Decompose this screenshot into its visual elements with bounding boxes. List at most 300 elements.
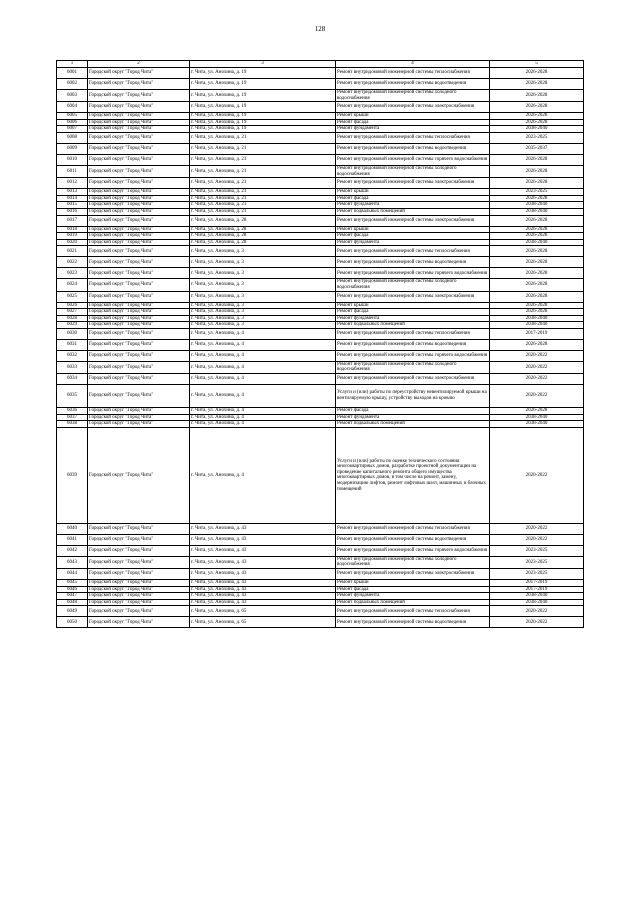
column-header: 1	[57, 61, 88, 68]
table-row	[57, 113, 584, 120]
work-type-cell: Ремонт фасада	[336, 408, 490, 415]
row-number: 6050	[57, 617, 88, 628]
municipality-cell: Городской округ "Город Чита"	[88, 226, 190, 233]
period-cell: 2020-2022	[490, 427, 584, 523]
address-cell: г. Чита, ул. Анохина, д. 43	[190, 545, 336, 556]
address-cell: г. Чита, ул. Анохина, д. 3	[190, 302, 336, 309]
row-number: 6041	[57, 534, 88, 545]
period-cell: 2038-2040	[490, 599, 584, 606]
municipality-cell: Городской округ "Город Чита"	[88, 239, 190, 246]
municipality-cell: Городской округ "Город Чита"	[88, 569, 190, 580]
period-cell: 2026-2028	[490, 279, 584, 291]
row-number: 6020	[57, 239, 88, 246]
municipality-cell: Городской округ "Город Чита"	[88, 315, 190, 322]
municipality-cell: Городской округ "Город Чита"	[88, 202, 190, 209]
table-row	[57, 385, 584, 408]
period-cell: 2026-2028	[490, 233, 584, 240]
period-cell: 2020-2022	[490, 361, 584, 373]
municipality-cell: Городской округ "Город Чита"	[88, 102, 190, 113]
work-type-cell: Услуги и (или) работы по переустройству невентилируемой крыши на вентилируемую крышу, устройству выходов на кровлю	[336, 385, 490, 408]
work-type-cell: Ремонт крыши	[336, 580, 490, 587]
work-type-cell: Ремонт внутридомовой инженерной системы электроснабжения	[336, 569, 490, 580]
municipality-cell: Городской округ "Город Чита"	[88, 132, 190, 143]
municipality-cell: Городской округ "Город Чита"	[88, 154, 190, 165]
address-cell: г. Чита, ул. Анохина, д. 43	[190, 556, 336, 568]
address-cell: г. Чита, ул. Анохина, д. 19	[190, 79, 336, 90]
municipality-cell: Городской округ "Город Чита"	[88, 268, 190, 279]
municipality-cell: Городской округ "Город Чита"	[88, 385, 190, 408]
table-row	[57, 322, 584, 329]
table-row	[57, 68, 584, 79]
table-row	[57, 90, 584, 102]
work-type-cell: Ремонт фундамента	[336, 414, 490, 421]
row-number: 6019	[57, 233, 88, 240]
work-type-cell: Ремонт крыши	[336, 189, 490, 196]
work-type-cell: Ремонт подвальных помещений	[336, 421, 490, 428]
table-row	[57, 132, 584, 143]
period-cell: 2038-2040	[490, 126, 584, 133]
period-cell: 2020-2022	[490, 606, 584, 617]
address-cell: г. Чита, ул. Анохина, д. 4	[190, 427, 336, 523]
row-number: 6012	[57, 178, 88, 189]
table-row	[57, 202, 584, 209]
work-type-cell: Услуги и (или) работы по оценке технического состояния многоквартирных домов, разработке проектной документации на проведение капитального ремонта общего имущества многоквартирных домов, в том числе на ремонт, замену, модернизацию лифтов, ремонт лифтовых шахт, машинных и блочных помещений	[336, 427, 490, 523]
table-row	[57, 302, 584, 309]
address-cell: г. Чита, ул. Анохина, д. 3	[190, 279, 336, 291]
work-type-cell: Ремонт крыши	[336, 113, 490, 120]
row-number: 6027	[57, 309, 88, 316]
table-row	[57, 154, 584, 165]
row-number: 6025	[57, 291, 88, 302]
municipality-cell: Городской округ "Город Чита"	[88, 322, 190, 329]
row-number: 6003	[57, 90, 88, 102]
address-cell: г. Чита, ул. Анохина, д. 3	[190, 246, 336, 257]
municipality-cell: Городской округ "Город Чита"	[88, 189, 190, 196]
table-row	[57, 215, 584, 226]
row-number: 6014	[57, 195, 88, 202]
municipality-cell: Городской округ "Город Чита"	[88, 545, 190, 556]
table-row	[57, 208, 584, 215]
address-cell: г. Чита, ул. Анохина, д. 19	[190, 90, 336, 102]
address-cell: г. Чита, ул. Анохина, д. 3	[190, 257, 336, 268]
work-type-cell: Ремонт внутридомовой инженерной системы водоотведения	[336, 257, 490, 268]
address-cell: г. Чита, ул. Анохина, д. 4	[190, 374, 336, 385]
period-cell: 2038-2040	[490, 414, 584, 421]
municipality-cell: Городской округ "Город Чита"	[88, 414, 190, 421]
address-cell: г. Чита, ул. Анохина, д. 3	[190, 315, 336, 322]
row-number: 6021	[57, 246, 88, 257]
row-number: 6044	[57, 569, 88, 580]
period-cell: 2026-2028	[490, 302, 584, 309]
municipality-cell: Городской округ "Город Чита"	[88, 309, 190, 316]
table-row	[57, 350, 584, 361]
address-cell: г. Чита, ул. Анохина, д. 43	[190, 593, 336, 600]
period-cell: 2026-2028	[490, 90, 584, 102]
table-row	[57, 580, 584, 587]
row-number: 6040	[57, 523, 88, 534]
address-cell: г. Чита, ул. Анохина, д. 21	[190, 154, 336, 165]
address-cell: г. Чита, ул. Анохина, д. 21	[190, 178, 336, 189]
work-type-cell: Ремонт фундамента	[336, 126, 490, 133]
table-row	[57, 279, 584, 291]
table-row	[57, 165, 584, 177]
column-header: 3	[190, 61, 336, 68]
period-cell: 2026-2028	[490, 226, 584, 233]
address-cell: г. Чита, ул. Анохина, д. 3	[190, 322, 336, 329]
address-cell: г. Чита, ул. Анохина, д. 43	[190, 569, 336, 580]
row-number: 6039	[57, 427, 88, 523]
table-header-row	[57, 61, 584, 68]
row-number: 6002	[57, 79, 88, 90]
address-cell: г. Чита, ул. Анохина, д. 19	[190, 102, 336, 113]
period-cell: 2023-2025	[490, 189, 584, 196]
work-type-cell: Ремонт внутридомовой инженерной системы теплоснабжения	[336, 246, 490, 257]
address-cell: г. Чита, ул. Анохина, д. 43	[190, 599, 336, 606]
municipality-cell: Городской округ "Город Чита"	[88, 586, 190, 593]
table-row	[57, 178, 584, 189]
table-row	[57, 119, 584, 126]
work-type-cell: Ремонт внутридомовой инженерной системы электроснабжения	[336, 374, 490, 385]
period-cell: 2038-2040	[490, 593, 584, 600]
table-row	[57, 268, 584, 279]
row-number: 6048	[57, 599, 88, 606]
period-cell: 2017-2019	[490, 586, 584, 593]
period-cell: 2026-2028	[490, 178, 584, 189]
table-row	[57, 328, 584, 339]
municipality-cell: Городской округ "Город Чита"	[88, 374, 190, 385]
address-cell: г. Чита, ул. Анохина, д. 65	[190, 617, 336, 628]
address-cell: г. Чита, ул. Анохина, д. 28	[190, 215, 336, 226]
address-cell: г. Чита, ул. Анохина, д. 4	[190, 385, 336, 408]
work-type-cell: Ремонт внутридомовой инженерной системы горячего водоснабжения	[336, 350, 490, 361]
row-number: 6018	[57, 226, 88, 233]
address-cell: г. Чита, ул. Анохина, д. 4	[190, 350, 336, 361]
period-cell: 2023-2025	[490, 556, 584, 568]
period-cell: 2026-2028	[490, 165, 584, 177]
work-type-cell: Ремонт внутридомовой инженерной системы водоотведения	[336, 143, 490, 154]
row-number: 6032	[57, 350, 88, 361]
period-cell: 2026-2028	[490, 339, 584, 350]
work-type-cell: Ремонт внутридомовой инженерной системы теплоснабжения	[336, 606, 490, 617]
row-number: 6007	[57, 126, 88, 133]
work-type-cell: Ремонт внутридомовой инженерной системы горячего водоснабжения	[336, 154, 490, 165]
row-number: 6045	[57, 580, 88, 587]
address-cell: г. Чита, ул. Анохина, д. 21	[190, 132, 336, 143]
table-row	[57, 593, 584, 600]
row-number: 6009	[57, 143, 88, 154]
table-row	[57, 339, 584, 350]
table-row	[57, 143, 584, 154]
period-cell: 2026-2028	[490, 215, 584, 226]
municipality-cell: Городской округ "Город Чита"	[88, 593, 190, 600]
work-type-cell: Ремонт внутридомовой инженерной системы холодного водоснабжения	[336, 361, 490, 373]
work-type-cell: Ремонт фундамента	[336, 239, 490, 246]
municipality-cell: Городской округ "Город Чита"	[88, 178, 190, 189]
address-cell: г. Чита, ул. Анохина, д. 43	[190, 523, 336, 534]
work-type-cell: Ремонт внутридомовой инженерной системы горячего водоснабжения	[336, 268, 490, 279]
period-cell: 2020-2022	[490, 523, 584, 534]
address-cell: г. Чита, ул. Анохина, д. 4	[190, 408, 336, 415]
work-type-cell: Ремонт внутридомовой инженерной системы холодного водоснабжения	[336, 90, 490, 102]
period-cell: 2026-2028	[490, 113, 584, 120]
municipality-cell: Городской округ "Город Чита"	[88, 215, 190, 226]
work-type-cell: Ремонт крыши	[336, 226, 490, 233]
table-row	[57, 545, 584, 556]
municipality-cell: Городской округ "Город Чита"	[88, 534, 190, 545]
row-number: 6024	[57, 279, 88, 291]
work-type-cell: Ремонт фундамента	[336, 315, 490, 322]
address-cell: г. Чита, ул. Анохина, д. 4	[190, 361, 336, 373]
period-cell: 2020-2022	[490, 385, 584, 408]
row-number: 6033	[57, 361, 88, 373]
municipality-cell: Городской округ "Город Чита"	[88, 599, 190, 606]
table-row	[57, 126, 584, 133]
period-cell: 2038-2040	[490, 208, 584, 215]
address-cell: г. Чита, ул. Анохина, д. 28	[190, 226, 336, 233]
municipality-cell: Городской округ "Город Чита"	[88, 233, 190, 240]
table-row	[57, 361, 584, 373]
municipality-cell: Городской округ "Город Чита"	[88, 113, 190, 120]
work-type-cell: Ремонт внутридомовой инженерной системы холодного водоснабжения	[336, 279, 490, 291]
table-row	[57, 599, 584, 606]
address-cell: г. Чита, ул. Анохина, д. 65	[190, 606, 336, 617]
work-type-cell: Ремонт фасада	[336, 586, 490, 593]
work-type-cell: Ремонт фундамента	[336, 593, 490, 600]
municipality-cell: Городской округ "Город Чита"	[88, 165, 190, 177]
address-cell: г. Чита, ул. Анохина, д. 43	[190, 580, 336, 587]
row-number: 6038	[57, 421, 88, 428]
table-row	[57, 421, 584, 428]
period-cell: 2038-2040	[490, 315, 584, 322]
municipality-cell: Городской округ "Город Чита"	[88, 523, 190, 534]
address-cell: г. Чита, ул. Анохина, д. 19	[190, 113, 336, 120]
period-cell: 2020-2022	[490, 350, 584, 361]
work-type-cell: Ремонт внутридомовой инженерной системы теплоснабжения	[336, 328, 490, 339]
table-row	[57, 606, 584, 617]
row-number: 6004	[57, 102, 88, 113]
work-type-cell: Ремонт фасада	[336, 233, 490, 240]
row-number: 6049	[57, 606, 88, 617]
address-cell: г. Чита, ул. Анохина, д. 21	[190, 208, 336, 215]
table-row	[57, 239, 584, 246]
municipality-cell: Городской округ "Город Чита"	[88, 408, 190, 415]
row-number: 6026	[57, 302, 88, 309]
period-cell: 2035-2037	[490, 143, 584, 154]
work-type-cell: Ремонт внутридомовой инженерной системы водоотведения	[336, 534, 490, 545]
municipality-cell: Городской округ "Город Чита"	[88, 361, 190, 373]
municipality-cell: Городской округ "Город Чита"	[88, 257, 190, 268]
work-type-cell: Ремонт внутридомовой инженерной системы электроснабжения	[336, 178, 490, 189]
work-type-cell: Ремонт внутридомовой инженерной системы теплоснабжения	[336, 523, 490, 534]
municipality-cell: Городской округ "Город Чита"	[88, 350, 190, 361]
work-type-cell: Ремонт внутридомовой инженерной системы теплоснабжения	[336, 132, 490, 143]
row-number: 6034	[57, 374, 88, 385]
page-number: 128	[314, 25, 326, 33]
work-type-cell: Ремонт фасада	[336, 195, 490, 202]
period-cell: 2038-2040	[490, 239, 584, 246]
row-number: 6022	[57, 257, 88, 268]
period-cell: 2026-2028	[490, 79, 584, 90]
municipality-cell: Городской округ "Город Чита"	[88, 606, 190, 617]
row-number: 6006	[57, 119, 88, 126]
row-number: 6023	[57, 268, 88, 279]
row-number: 6028	[57, 315, 88, 322]
address-cell: г. Чита, ул. Анохина, д. 19	[190, 68, 336, 79]
row-number: 6036	[57, 408, 88, 415]
work-type-cell: Ремонт внутридомовой инженерной системы холодного водоснабжения	[336, 556, 490, 568]
row-number: 6047	[57, 593, 88, 600]
table-row	[57, 226, 584, 233]
address-cell: г. Чита, ул. Анохина, д. 4	[190, 328, 336, 339]
municipality-cell: Городской округ "Город Чита"	[88, 126, 190, 133]
municipality-cell: Городской округ "Город Чита"	[88, 68, 190, 79]
column-header: 5	[490, 61, 584, 68]
row-number: 6031	[57, 339, 88, 350]
table-row	[57, 414, 584, 421]
table-row	[57, 556, 584, 568]
table-row	[57, 189, 584, 196]
row-number: 6035	[57, 385, 88, 408]
period-cell: 2026-2028	[490, 119, 584, 126]
period-cell: 2020-2022	[490, 617, 584, 628]
municipality-cell: Городской округ "Город Чита"	[88, 421, 190, 428]
period-cell: 2026-2028	[490, 257, 584, 268]
work-type-cell: Ремонт внутридомовой инженерной системы водоотведения	[336, 339, 490, 350]
address-cell: г. Чита, ул. Анохина, д. 4	[190, 339, 336, 350]
column-header: 2	[88, 61, 190, 68]
table-row	[57, 79, 584, 90]
row-number: 6029	[57, 322, 88, 329]
table-row	[57, 523, 584, 534]
work-type-cell: Ремонт внутридомовой инженерной системы электроснабжения	[336, 291, 490, 302]
table-row	[57, 291, 584, 302]
work-type-cell: Ремонт подвальных помещений	[336, 208, 490, 215]
period-cell: 2026-2028	[490, 102, 584, 113]
work-type-cell: Ремонт внутридомовой инженерной системы теплоснабжения	[336, 68, 490, 79]
table-row	[57, 102, 584, 113]
municipality-cell: Городской округ "Город Чита"	[88, 328, 190, 339]
period-cell: 2026-2028	[490, 408, 584, 415]
municipality-cell: Городской округ "Город Чита"	[88, 302, 190, 309]
address-cell: г. Чита, ул. Анохина, д. 19	[190, 119, 336, 126]
address-cell: г. Чита, ул. Анохина, д. 21	[190, 202, 336, 209]
period-cell: 2026-2028	[490, 268, 584, 279]
municipality-cell: Городской округ "Город Чита"	[88, 119, 190, 126]
row-number: 6013	[57, 189, 88, 196]
work-type-cell: Ремонт внутридомовой инженерной системы горячего водоснабжения	[336, 545, 490, 556]
period-cell: 2038-2040	[490, 421, 584, 428]
table-row	[57, 315, 584, 322]
table-row	[57, 195, 584, 202]
municipality-cell: Городской округ "Город Чита"	[88, 339, 190, 350]
capital-repair-table	[56, 60, 584, 628]
municipality-cell: Городской округ "Город Чита"	[88, 580, 190, 587]
period-cell: 2026-2028	[490, 195, 584, 202]
period-cell: 2026-2028	[490, 246, 584, 257]
municipality-cell: Городской округ "Город Чита"	[88, 143, 190, 154]
row-number: 6016	[57, 208, 88, 215]
table-row	[57, 257, 584, 268]
municipality-cell: Городской округ "Город Чита"	[88, 556, 190, 568]
table-row	[57, 309, 584, 316]
address-cell: г. Чита, ул. Анохина, д. 4	[190, 414, 336, 421]
work-type-cell: Ремонт внутридомовой инженерной системы водоотведения	[336, 617, 490, 628]
row-number: 6030	[57, 328, 88, 339]
work-type-cell: Ремонт внутридомовой инженерной системы водоотведения	[336, 79, 490, 90]
row-number: 6011	[57, 165, 88, 177]
row-number: 6008	[57, 132, 88, 143]
address-cell: г. Чита, ул. Анохина, д. 43	[190, 534, 336, 545]
address-cell: г. Чита, ул. Анохина, д. 28	[190, 233, 336, 240]
row-number: 6042	[57, 545, 88, 556]
period-cell: 2038-2040	[490, 202, 584, 209]
address-cell: г. Чита, ул. Анохина, д. 4	[190, 421, 336, 428]
table-row	[57, 617, 584, 628]
period-cell: 2020-2022	[490, 534, 584, 545]
address-cell: г. Чита, ул. Анохина, д. 28	[190, 239, 336, 246]
column-header: 4	[336, 61, 490, 68]
table-row	[57, 586, 584, 593]
period-cell: 2023-2025	[490, 132, 584, 143]
work-type-cell: Ремонт крыши	[336, 302, 490, 309]
address-cell: г. Чита, ул. Анохина, д. 3	[190, 309, 336, 316]
period-cell: 2026-2028	[490, 309, 584, 316]
municipality-cell: Городской округ "Город Чита"	[88, 427, 190, 523]
work-type-cell: Ремонт фундамента	[336, 202, 490, 209]
work-type-cell: Ремонт подвальных помещений	[336, 322, 490, 329]
address-cell: г. Чита, ул. Анохина, д. 43	[190, 586, 336, 593]
period-cell: 2038-2040	[490, 322, 584, 329]
row-number: 6017	[57, 215, 88, 226]
period-cell: 2023-2025	[490, 569, 584, 580]
period-cell: 2017-2019	[490, 580, 584, 587]
table-row	[57, 408, 584, 415]
period-cell: 2026-2028	[490, 291, 584, 302]
period-cell: 2026-2028	[490, 68, 584, 79]
municipality-cell: Городской округ "Город Чита"	[88, 617, 190, 628]
row-number: 6037	[57, 414, 88, 421]
municipality-cell: Городской округ "Город Чита"	[88, 208, 190, 215]
work-type-cell: Ремонт фасада	[336, 309, 490, 316]
period-cell: 2020-2022	[490, 374, 584, 385]
row-number: 6001	[57, 68, 88, 79]
address-cell: г. Чита, ул. Анохина, д. 21	[190, 189, 336, 196]
work-type-cell: Ремонт внутридомовой инженерной системы холодного водоснабжения	[336, 165, 490, 177]
address-cell: г. Чита, ул. Анохина, д. 19	[190, 126, 336, 133]
address-cell: г. Чита, ул. Анохина, д. 3	[190, 291, 336, 302]
municipality-cell: Городской округ "Город Чита"	[88, 291, 190, 302]
work-type-cell: Ремонт внутридомовой инженерной системы электроснабжения	[336, 102, 490, 113]
address-cell: г. Чита, ул. Анохина, д. 3	[190, 268, 336, 279]
row-number: 6010	[57, 154, 88, 165]
period-cell: 2017-2019	[490, 328, 584, 339]
work-type-cell: Ремонт подвальных помещений	[336, 599, 490, 606]
municipality-cell: Городской округ "Город Чита"	[88, 90, 190, 102]
table-row	[57, 427, 584, 523]
row-number: 6046	[57, 586, 88, 593]
address-cell: г. Чита, ул. Анохина, д. 21	[190, 195, 336, 202]
address-cell: г. Чита, ул. Анохина, д. 21	[190, 165, 336, 177]
work-type-cell: Ремонт внутридомовой инженерной системы электроснабжения	[336, 215, 490, 226]
table-row	[57, 569, 584, 580]
period-cell: 2026-2028	[490, 154, 584, 165]
municipality-cell: Городской округ "Город Чита"	[88, 79, 190, 90]
municipality-cell: Городской округ "Город Чита"	[88, 246, 190, 257]
period-cell: 2023-2025	[490, 545, 584, 556]
row-number: 6015	[57, 202, 88, 209]
table-row	[57, 233, 584, 240]
municipality-cell: Городской округ "Город Чита"	[88, 279, 190, 291]
